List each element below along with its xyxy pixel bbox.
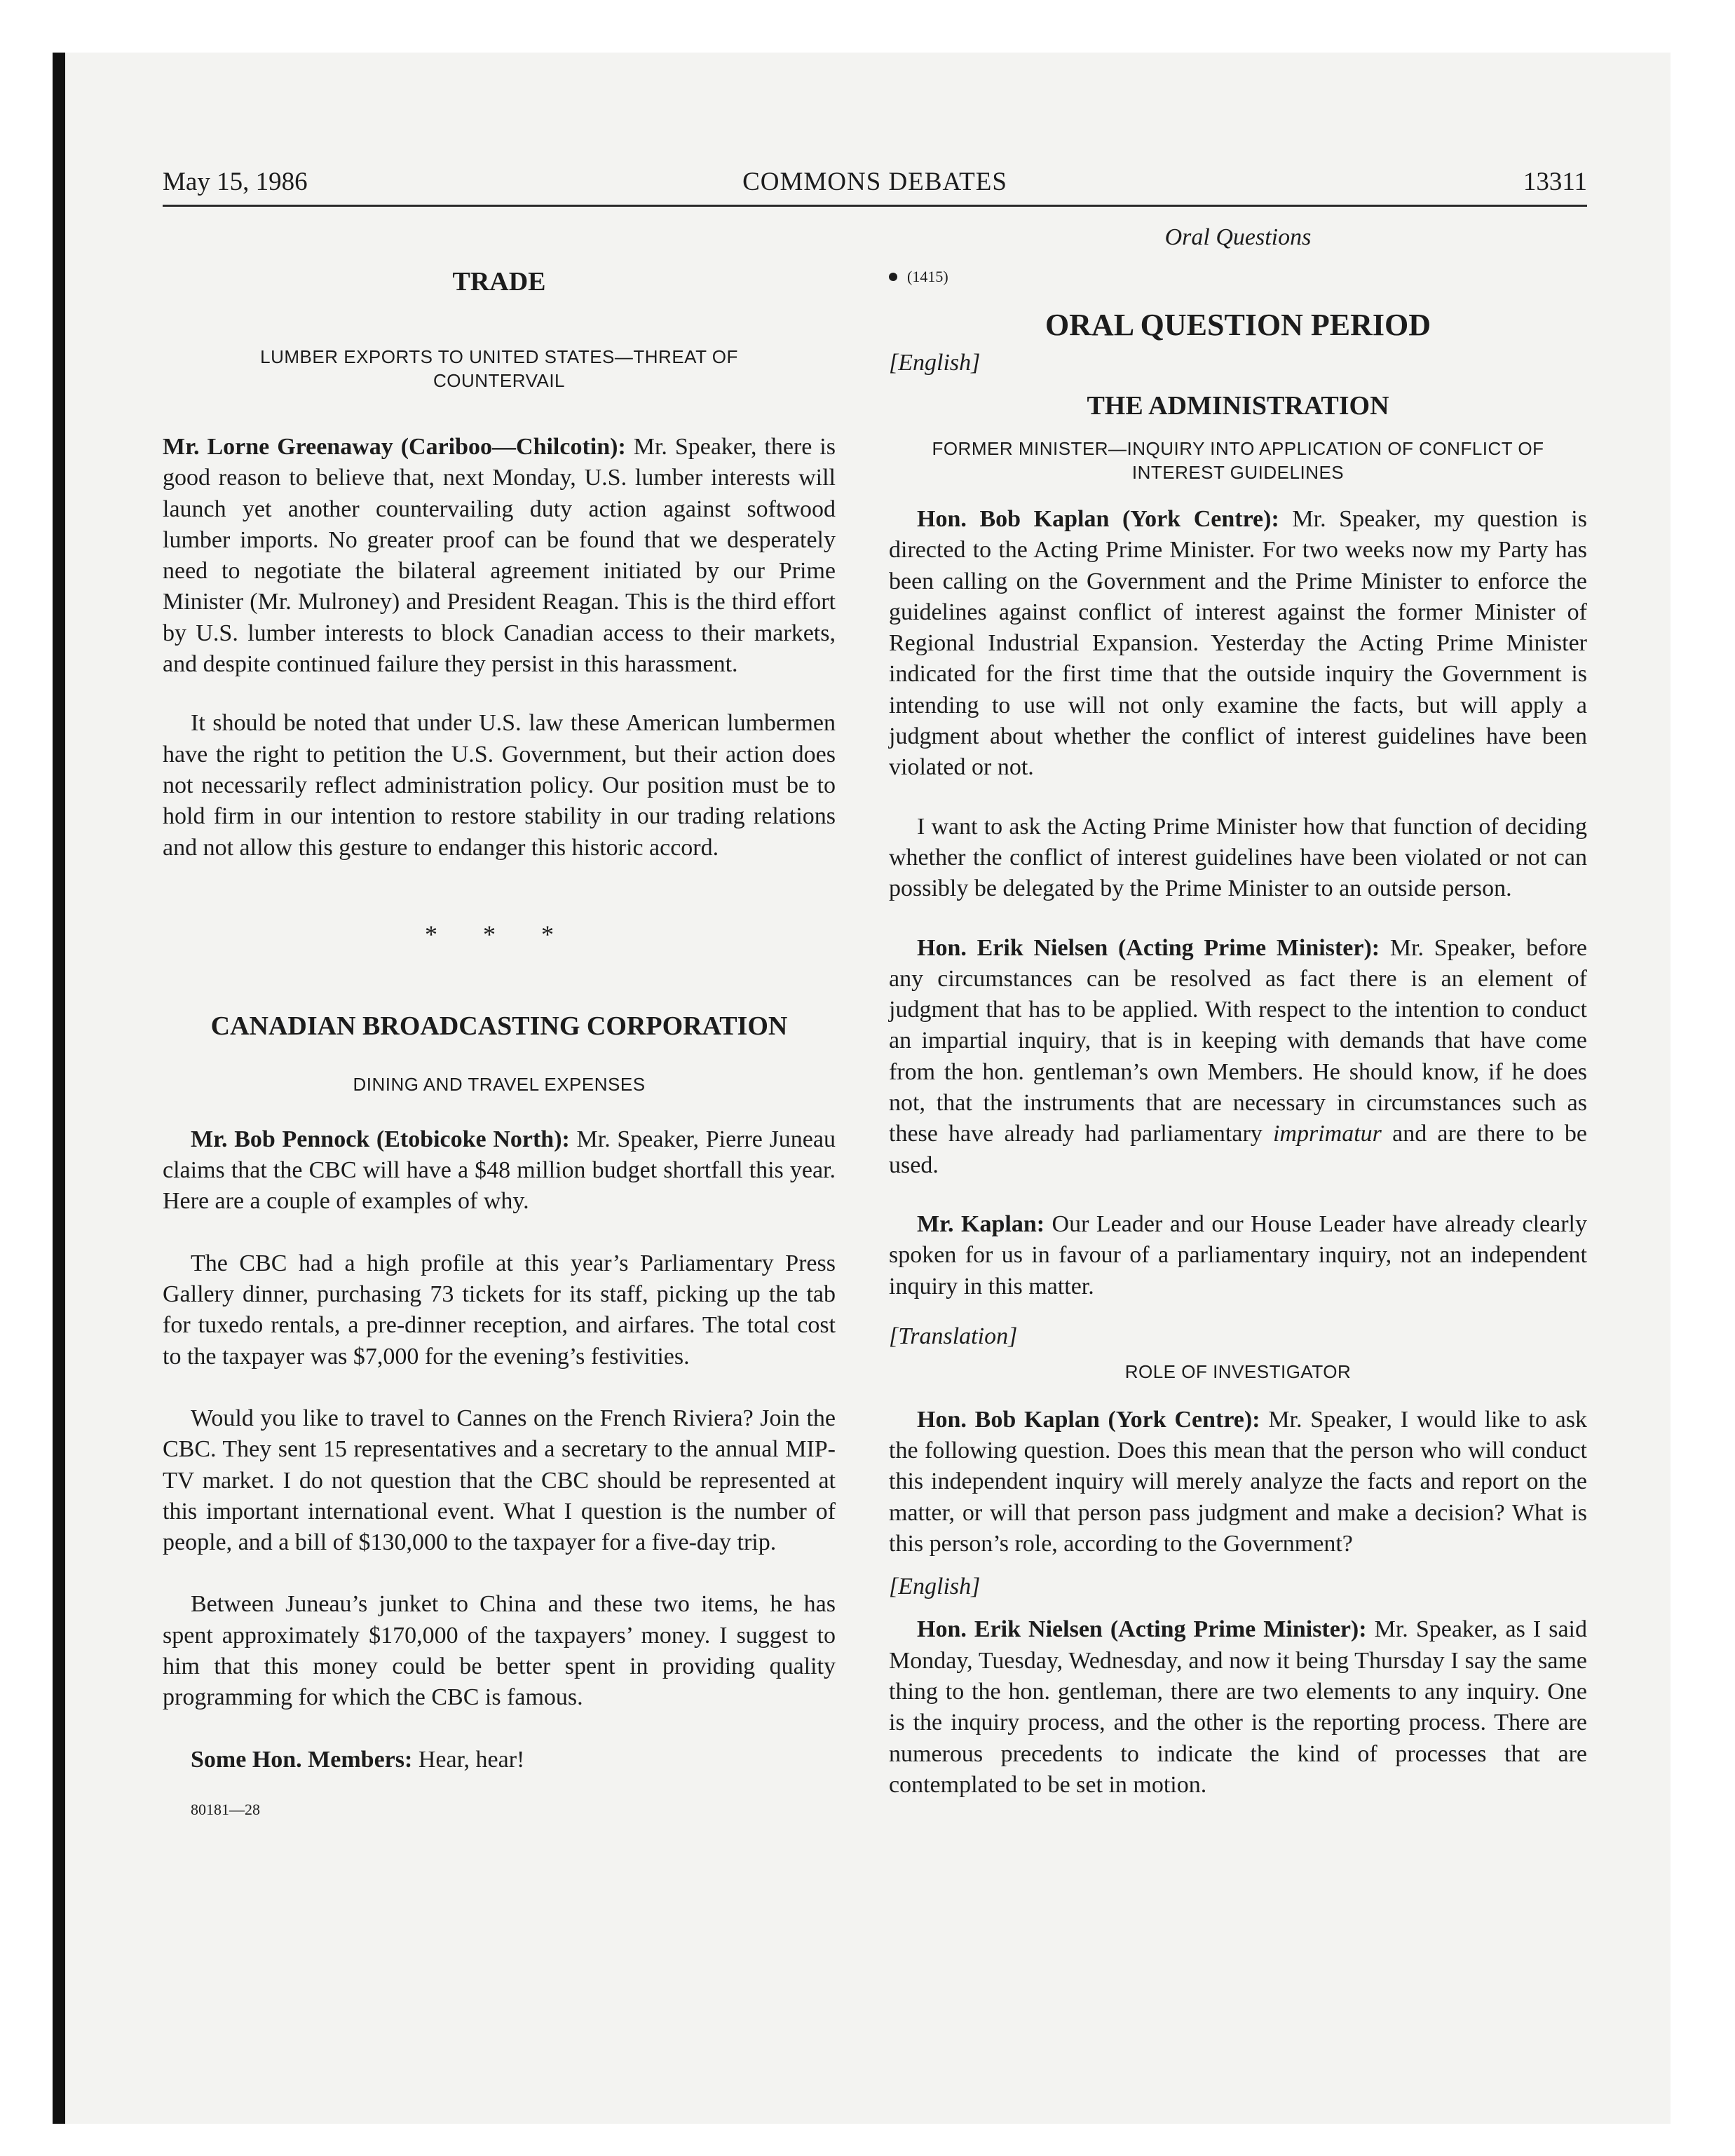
speaker-name: Some Hon. Members: (191, 1746, 413, 1773)
paragraph-hear-hear (163, 1745, 836, 1775)
speech-text: Mr. Speaker, Pierre Juneau claims that the CBC will have a $48 million budget shortfall this year. Here are a couple of examples of why. (163, 1126, 836, 1215)
header-date: May 15, 1986 (163, 168, 308, 196)
section-title-cbc: CANADIAN BROADCASTING CORPORATION (210, 1011, 788, 1041)
paragraph-cannes: Would you like to travel to Cannes on the French Riviera? Join the CBC. They sent 15 representatives and a secretary to the annual MIP-TV market. I do not question that the CBC should be represented at this important international event. What I question is the number of people, and a bill of $130,000 to the taxpayer for a five-day trip. (163, 1405, 836, 1556)
header-title: COMMONS DEBATES (742, 168, 1007, 196)
paragraph-nielsen-2 (889, 1614, 1587, 1801)
subsection-lumber-exports: LUMBER EXPORTS TO UNITED STATES—THREAT OF COUNTERVAIL (260, 346, 738, 391)
subsection-dining-travel: DINING AND TRAVEL EXPENSES (353, 1073, 646, 1095)
paragraph-kaplan-3 (889, 1209, 1587, 1302)
speaker-name: Hon. Erik Nielsen (Acting Prime Minister): (917, 934, 1380, 961)
section-title-trade: TRADE (452, 267, 546, 296)
speaker-name: Hon. Bob Kaplan (York Centre): (917, 506, 1279, 532)
scan-binding-edge (53, 53, 65, 2124)
speech-text: Mr. Speaker, my question is directed to the Acting Prime Minister. For two weeks now my Party has been calling on the Government and the Prime Minister to enforce the guidelines against conflict of interest against the former Minister of Regional Industrial Expansion. Yesterday the Acting Prime Minister indicated for the first time that the outside inquiry the Government is intending to use will not only examine the facts, but will apply a judgment about whether the conflict of interest guidelines have been violated or not. (889, 506, 1587, 781)
language-marker: [English] (889, 350, 981, 376)
paragraph-press-gallery: The CBC had a high profile at this year’s Parliamentary Press Gallery dinner, purchasing 73 tickets for its staff, picking up the tab for tuxedo rentals, a pre-dinner reception, and airfares. The total cost to the taxpayer was $7,000 for the evening’s festivities. (163, 1250, 836, 1370)
paragraph-pennock (163, 1124, 836, 1217)
paragraph-juneau-junket: Between Juneau’s junket to China and these two items, he has spent approximately $170,000 of the taxpayers’ money. I suggest to him that this money could be better spent in providing quality programming for which the CBC is famous. (163, 1591, 836, 1711)
period-title: ORAL QUESTION PERIOD (1045, 308, 1431, 342)
speaker-name: Hon. Erik Nielsen (Acting Prime Minister): (917, 1616, 1367, 1643)
left-column (163, 224, 836, 1819)
speech-text: Mr. Speaker, I would like to ask the following question. Does this mean that the person who will conduct this independent inquiry will merely analyze the facts and report on the matter, or will that person pass judgment and make a decision? What is this person’s role, according to the Government? (889, 1406, 1587, 1557)
paragraph-kaplan-1 (889, 504, 1587, 784)
speaker-name: Hon. Bob Kaplan (York Centre): (917, 1406, 1260, 1433)
speaker-name: Mr. Bob Pennock (Etobicoke North): (191, 1126, 570, 1152)
paragraph-greenaway (163, 432, 836, 680)
speech-text: Mr. Speaker, as I said Monday, Tuesday, Wednesday, and now it being Thursday I say the same thing to the hon. gentleman, there are two elements to any inquiry. One is the inquiry process, and the other is the reporting process. There are numerous precedents to indicate the kind of processes that are contemplated to be set in motion. (889, 1616, 1587, 1798)
subsection-role-of-investigator: ROLE OF INVESTIGATOR (1124, 1360, 1352, 1382)
timestamp-marker (889, 268, 1587, 286)
speech-text: Hear, hear! (412, 1746, 525, 1773)
speech-text: Mr. Speaker, there is good reason to believe that, next Monday, U.S. lumber interests will launch yet another countervailing duty action against softwood lumber imports. No greater proof can be found that we desperately need to negotiate the bilateral agreement initiated by our Prime Minister (Mr. Mulroney) and President Reagan. This is the third effort by U.S. lumber interests to block Canadian access to their markets, and despite continued failure they persist in this harassment. (163, 434, 836, 678)
speaker-name: Mr. Kaplan: (917, 1210, 1045, 1237)
header-rule (163, 205, 1587, 207)
paragraph-nielsen-1 (889, 933, 1587, 1181)
speech-italic: imprimatur (1272, 1121, 1382, 1147)
speech-text: and are there to be used. (889, 1121, 1587, 1178)
subsection-conflict-of-interest: FORMER MINISTER—INQUIRY INTO APPLICATION OF CONFLICT OF INTEREST GUIDELINES (932, 438, 1544, 483)
timestamp: (1415) (907, 268, 948, 285)
running-head: Oral Questions (1164, 224, 1312, 250)
language-marker: [English] (889, 1574, 981, 1600)
page-header (163, 167, 1587, 206)
paragraph-kaplan-4 (889, 1405, 1587, 1560)
speech-text: Mr. Speaker, before any circumstances can be resolved as fact there is an element of judgment that has to be applied. With respect to the intention to conduct an impartial inquiry, that is in keeping with demands that have come from the hon. gentleman’s own Members. He should know, if he does not, that the instruments that are necessary in circumstances such as these have already had parliamentary (889, 934, 1587, 1147)
paragraph-lumber-law: It should be noted that under U.S. law these American lumbermen have the right to petition the U.S. Government, but their action does not necessarily reflect administration policy. Our position must be to hold firm in our intention to restore stability in our trading relations and not allow this gesture to endanger this historic accord. (163, 710, 836, 861)
right-column (889, 224, 1587, 1801)
printer-footnote: 80181—28 (191, 1800, 260, 1818)
section-title-administration: THE ADMINISTRATION (1087, 391, 1389, 421)
section-separator: * * * (425, 920, 573, 948)
speech-text: Our Leader and our House Leader have already clearly spoken for us in favour of a parliamentary inquiry, not an independent inquiry in this matter. (889, 1210, 1587, 1299)
header-page-number: 13311 (1523, 168, 1587, 196)
speaker-name: Mr. Lorne Greenaway (Cariboo—Chilcotin): (163, 434, 626, 460)
paragraph-kaplan-2: I want to ask the Acting Prime Minister how that function of deciding whether the conflict of interest guidelines have been violated or not can possibly be delegated by the Prime Minister to an outside person. (889, 813, 1587, 902)
scan-margin (0, 0, 53, 2156)
language-marker: [Translation] (889, 1323, 1018, 1349)
bullet-icon (889, 273, 897, 281)
